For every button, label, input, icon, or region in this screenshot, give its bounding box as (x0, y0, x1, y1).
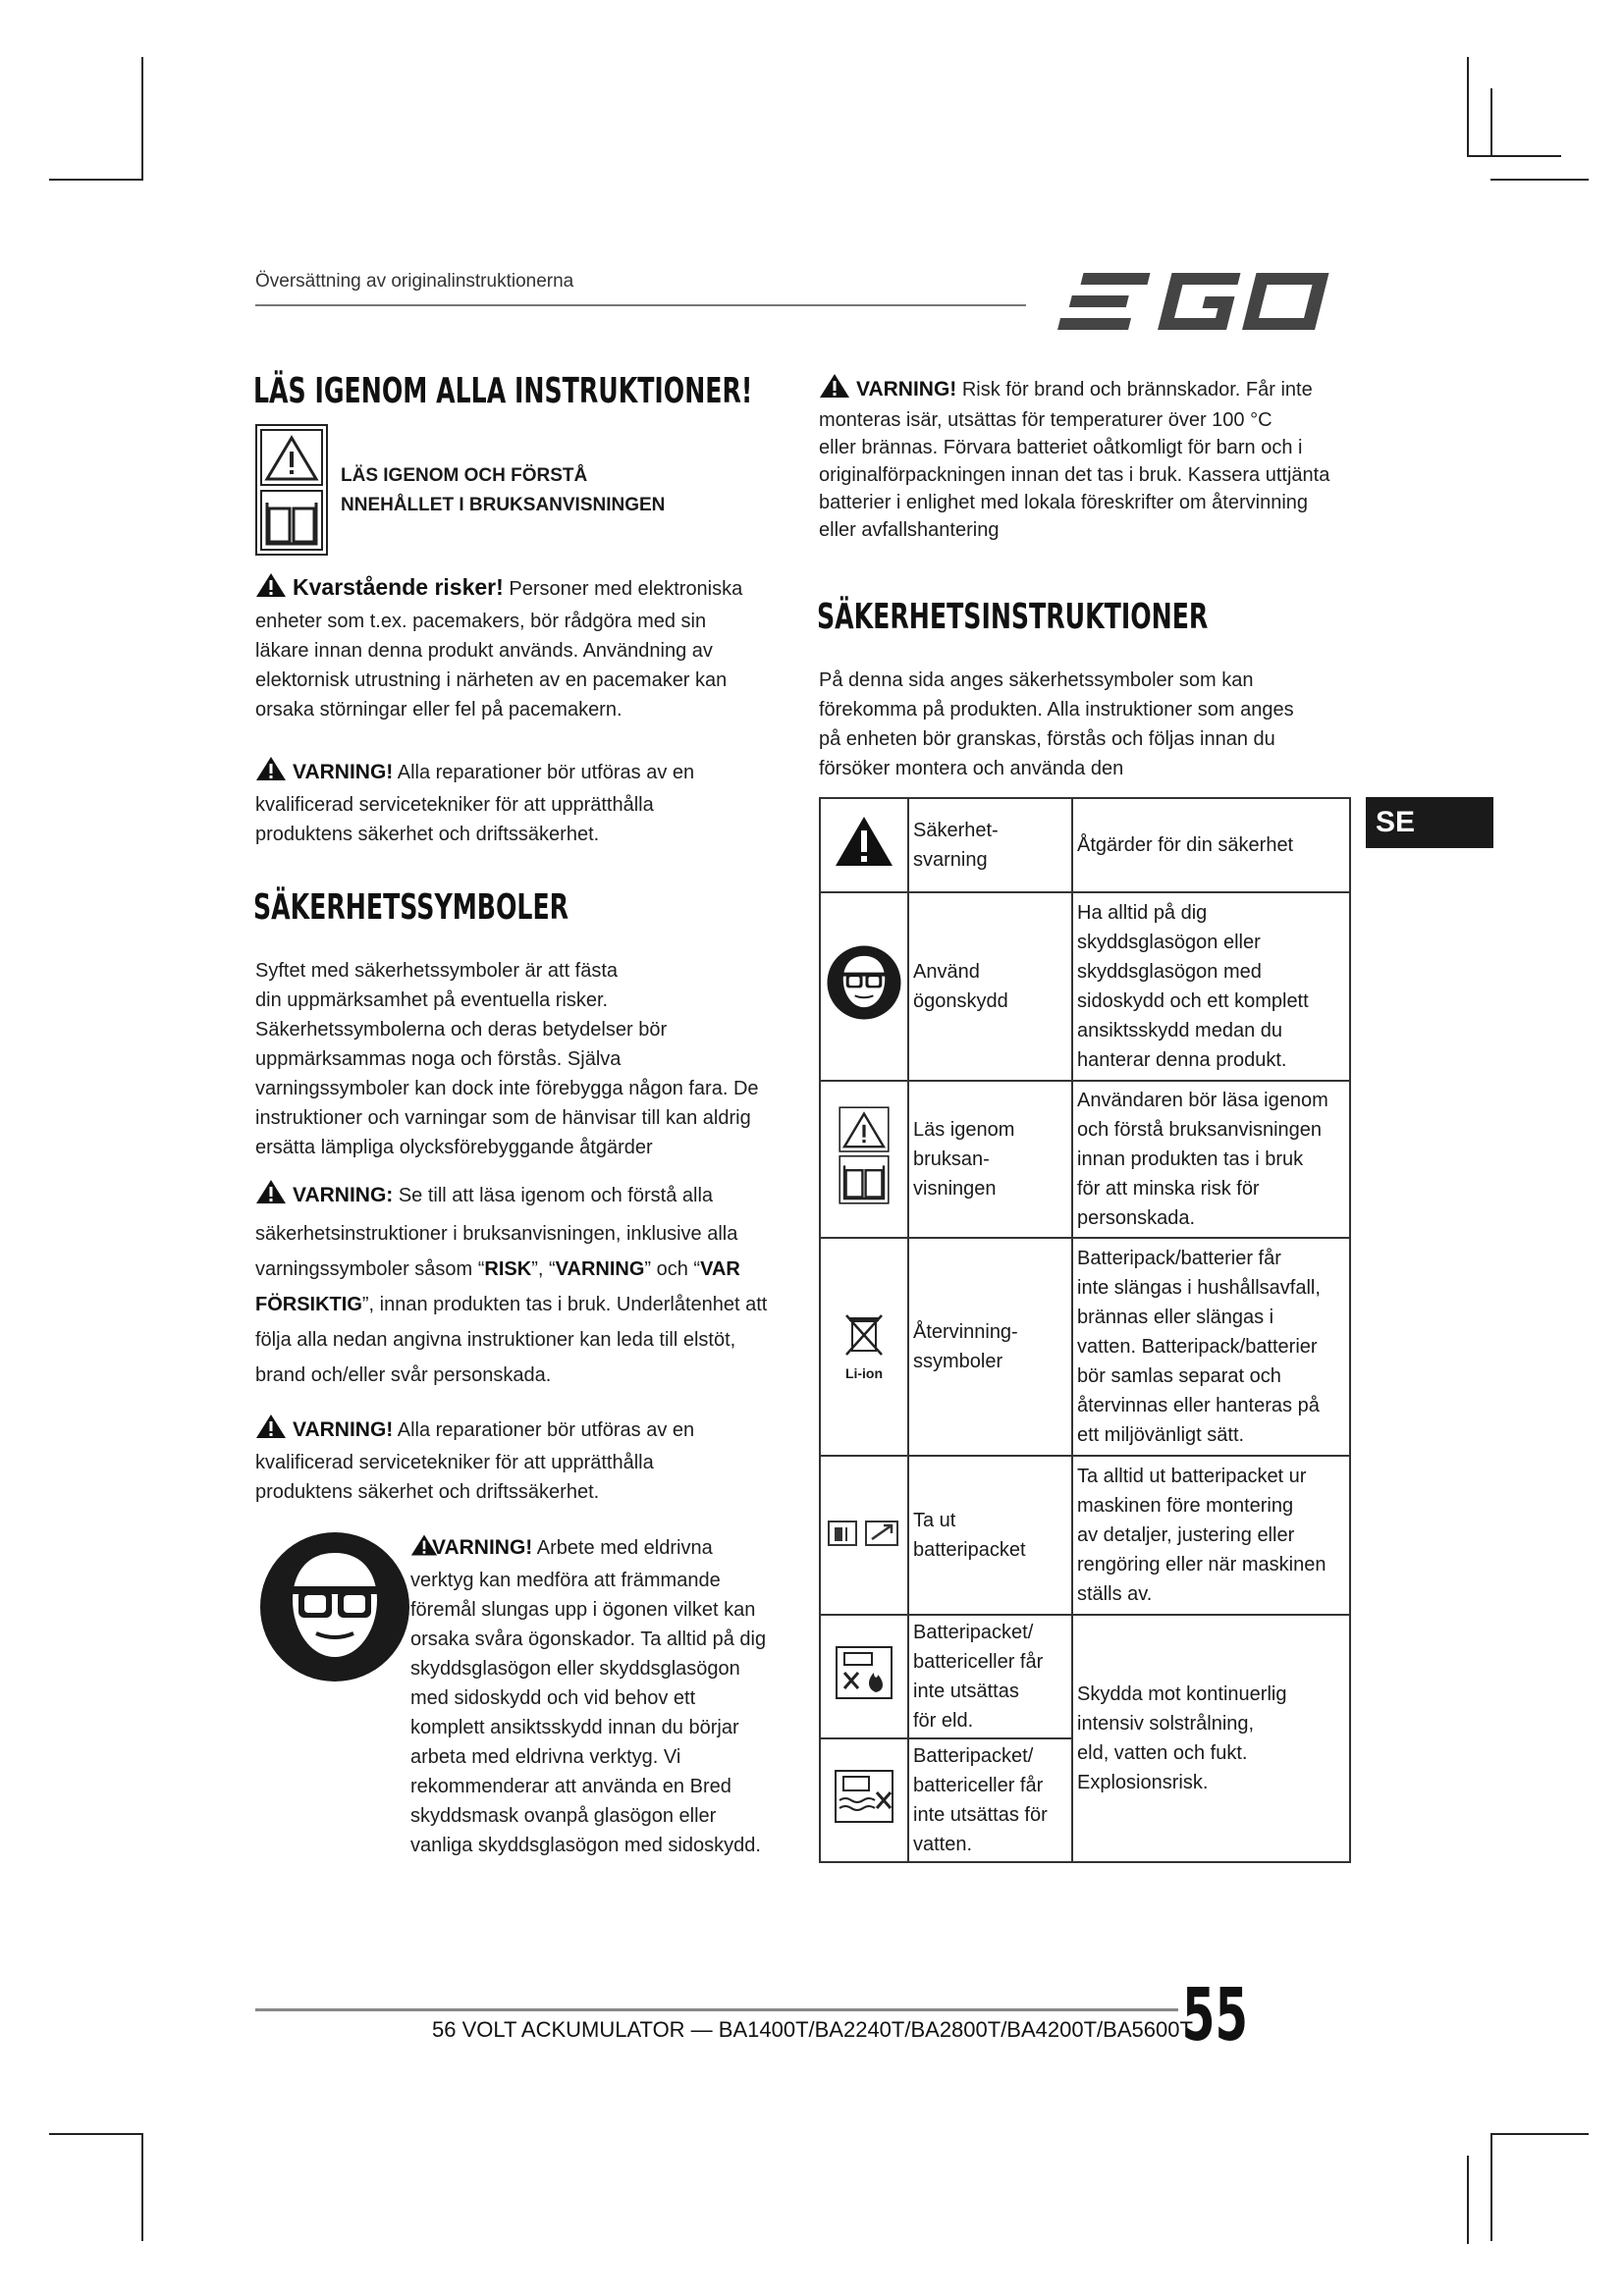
warning-lead: VARNING! (293, 761, 394, 783)
text-line: skyddsglasögon eller skyddsglasögon (410, 1658, 740, 1680)
table-row (820, 1456, 1350, 1615)
text-line: föremål slungas upp i ögonen vilket kan (410, 1599, 756, 1621)
text-line (255, 1287, 790, 1322)
warning-triangle-icon (255, 1414, 287, 1448)
symbol-description: Ta alltid ut batteripacket ur maskinen före montering av detaljer, justering eller rengöring eller när maskinen ställs av. (1072, 1456, 1350, 1615)
warning-triangle-icon (834, 851, 894, 873)
ego-logo (1056, 267, 1350, 341)
symbol-description: Användaren bör läsa igenom och förstå bruksanvisningen innan produkten tas i bruk för att minska risk för personskada. (1072, 1081, 1350, 1238)
table-row (820, 798, 1350, 892)
symbol-description: Skydda mot kontinuerlig intensiv solstrålning, eld, vatten och fukt. Explosionsrisk. (1072, 1615, 1350, 1862)
read-manual-icon (255, 424, 328, 556)
var-word: VAR (700, 1258, 740, 1280)
crop-mark (1490, 88, 1492, 155)
safety-symbols-table (819, 797, 1351, 1863)
text-line: På denna sida anges säkerhetssymboler som kan (819, 669, 1254, 691)
header-subtitle: Översättning av originalinstruktionerna (255, 271, 574, 292)
residual-lead: Kvarstående risker! (293, 574, 504, 600)
symbol-description: Batteripack/batterier får inte slängas i hushållsavfall, brännas eller slängas i vatten. Batteripack/batterier bör samlas separat och återvinnas eller hanteras på ett miljövänligt sätt. (1072, 1238, 1350, 1456)
symbol-name: Säkerhet- svarning (908, 798, 1072, 892)
warning-repairs-paragraph-2 (255, 1414, 766, 1507)
text-line: monteras isär, utsättas för temperaturer över 100 °C (819, 409, 1272, 431)
text-line: förekomma på produkten. Alla instruktioner som anges (819, 699, 1294, 721)
table-row (820, 892, 1350, 1081)
text-line: följa alla nedan angivna instruktioner kan leda till elstöt, (255, 1329, 736, 1351)
crop-mark (1467, 155, 1561, 157)
symbol-name: Batteripacket/ battericeller får inte utsättas för vatten. (908, 1738, 1072, 1862)
text-line: Säkerhetssymbolerna och deras betydelser bör (255, 1019, 668, 1041)
warning-triangle-icon (255, 1179, 287, 1216)
text-line: Alla reparationer bör utföras av en (397, 762, 695, 783)
table-row (820, 1238, 1350, 1456)
text-line: Se till att läsa igenom och förstå alla (398, 1185, 714, 1206)
crop-mark (49, 2133, 143, 2135)
page-number: 55 (1182, 1973, 1248, 2057)
symbol-cell (820, 1238, 908, 1456)
footer-text: 56 VOLT ACKUMULATOR — BA1400T/BA2240T/BA2800T/BA4200T/BA5600T (432, 2017, 1193, 2042)
eye-protection-icon (259, 1531, 410, 1687)
read-manual-line2: NNEHÅLLET I BRUKSANVISNINGEN (341, 495, 666, 515)
crop-mark (1490, 2133, 1492, 2241)
text-line: komplett ansiktsskydd innan du börjar (410, 1717, 739, 1738)
varning-word: VARNING (555, 1258, 645, 1280)
table-row (820, 1615, 1350, 1738)
warning-repairs-paragraph (255, 756, 766, 849)
language-tab-se: SE (1366, 797, 1493, 848)
text-line: säkerhetsinstruktioner i bruksanvisningen, inklusive alla (255, 1223, 738, 1245)
eye-protection-icon (827, 1003, 901, 1025)
text-line: produktens säkerhet och driftssäkerhet. (255, 1481, 600, 1503)
text-line: ersätta lämpliga olycksförebyggande åtgärder (255, 1137, 653, 1158)
text-fragment: ”, innan produkten tas i bruk. Underlåtenhet att (361, 1294, 768, 1315)
warning-triangle-icon (255, 572, 287, 607)
text-line: instruktioner och varningar som de hänvisar till kan aldrig (255, 1107, 751, 1129)
text-line: Alla reparationer bör utföras av en (397, 1419, 695, 1441)
warning-triangle-icon (255, 756, 287, 790)
crop-mark (141, 2133, 143, 2241)
symbol-cell (820, 1456, 908, 1615)
text-line: Risk för brand och brännskador. Får inte (961, 379, 1313, 400)
text-line: kvalificerad servicetekniker för att upprätthålla (255, 794, 654, 816)
text-line: din uppmärksamhet på eventuella risker. (255, 989, 609, 1011)
residual-risks-paragraph (255, 572, 766, 724)
text-line (255, 1252, 790, 1287)
text-line: skyddsmask ovanpå glasögon eller (410, 1805, 717, 1827)
symbol-cell (820, 1738, 908, 1862)
text-line: eller avfallshantering (819, 519, 1000, 541)
text-line: vanliga skyddsglasögon med sidoskydd. (410, 1835, 761, 1856)
text-fragment: ” och “ (644, 1258, 701, 1280)
text-fragment: varningssymboler såsom “ (255, 1258, 485, 1280)
crop-mark (1490, 2133, 1589, 2135)
no-fire-icon (835, 1683, 893, 1705)
text-line: eller brännas. Förvara batteriet oåtkomligt för barn och i (819, 437, 1303, 458)
safety-symbols-paragraph (255, 956, 785, 1162)
text-line: verktyg kan medföra att främmande (410, 1570, 721, 1591)
text-line: arbeta med eldrivna verktyg. Vi (410, 1746, 681, 1768)
text-line: uppmärksammas noga och förstås. Själva (255, 1048, 622, 1070)
text-line: orsaka svåra ögonskador. Ta alltid på dig (410, 1629, 767, 1650)
text-line: orsaka störningar eller fel på pacemakern. (255, 699, 623, 721)
text-line: Arbete med eldrivna (536, 1537, 713, 1559)
crop-mark (141, 57, 143, 180)
symbol-name: Läs igenom bruksan- visningen (908, 1081, 1072, 1238)
symbol-name: Ta ut batteripacket (908, 1456, 1072, 1615)
read-manual-line1: LÄS IGENOM OCH FÖRSTÅ (341, 465, 588, 486)
text-line: läkare innan denna produkt används. Användning av (255, 640, 713, 662)
symbol-name: Använd ögonskydd (908, 892, 1072, 1081)
text-line: försöker montera och använda den (819, 758, 1124, 779)
li-ion-label: Li-ion (844, 1364, 884, 1381)
warning-lead: VARNING: (293, 1184, 394, 1206)
text-fragment: ”, “ (531, 1258, 556, 1280)
warning-lead: VARNING! (293, 1418, 394, 1441)
text-line: produktens säkerhet och driftssäkerhet. (255, 824, 600, 845)
symbol-cell (820, 798, 908, 892)
text-line: Syftet med säkerhetssymboler är att fästa (255, 960, 619, 982)
text-line: med sidoskydd och vid behov ett (410, 1687, 696, 1709)
symbol-name: Batteripacket/ battericeller får inte utsättas för eld. (908, 1615, 1072, 1738)
text-line: enheter som t.ex. pacemakers, bör rådgöra med sin (255, 611, 707, 632)
crossed-bin-icon (844, 1340, 884, 1362)
forsiktig-word: FÖRSIKTIG (255, 1294, 362, 1315)
text-line: på enheten bör granskas, förstås och följas innan du (819, 728, 1275, 750)
crop-mark (1467, 2156, 1469, 2244)
symbol-cell (820, 892, 908, 1081)
symbol-description: Åtgärder för din säkerhet (1072, 798, 1350, 892)
symbol-cell (820, 1081, 908, 1238)
warning-triangle-icon (819, 373, 850, 406)
table-row (820, 1081, 1350, 1238)
symbol-description: Ha alltid på dig skyddsglasögon eller skyddsglasögon med sidoskydd och ett komplett ansiktsskydd medan du hanterar denna produkt. (1072, 892, 1350, 1081)
crop-mark (49, 179, 143, 181)
text-line: rekommenderar att använda en Bred (410, 1776, 731, 1797)
read-manual-icon (837, 1193, 892, 1214)
symbol-name: Återvinning- ssymboler (908, 1238, 1072, 1456)
no-water-icon (834, 1807, 894, 1829)
text-line: batterier i enlighet med lokala föreskrifter om återvinning (819, 492, 1309, 513)
warning-lead: VARNING! (856, 378, 957, 400)
heading-safety-instructions: SÄKERHETSINSTRUKTIONER (817, 597, 1209, 637)
symbol-cell (820, 1615, 908, 1738)
text-line: elektornisk utrustning i närheten av en pacemaker kan (255, 669, 728, 691)
heading-safety-symbols: SÄKERHETSSYMBOLER (253, 887, 569, 928)
warning-fire-paragraph (819, 373, 1359, 544)
text-line: kvalificerad servicetekniker för att upprätthålla (255, 1452, 654, 1473)
footer-rule (255, 2008, 1178, 2011)
warning-lead: VARNING! (432, 1536, 533, 1559)
header-rule (255, 304, 1026, 306)
crop-mark (1467, 57, 1469, 155)
text-line: Personer med elektroniska (509, 578, 743, 600)
heading-read-all: LÄS IGENOM ALLA INSTRUKTIONER! (253, 371, 753, 411)
safety-instructions-intro (819, 666, 1349, 783)
warning-read-all-paragraph (255, 1178, 790, 1393)
text-line: varningssymboler kan dock inte förebygga någon fara. De (255, 1078, 759, 1099)
crop-mark (1490, 179, 1589, 181)
warning-eye-paragraph (410, 1533, 803, 1860)
remove-battery-icon (825, 1534, 903, 1556)
text-line: brand och/eller svår personskada. (255, 1364, 552, 1386)
risk-word: RISK (484, 1258, 532, 1280)
text-line: originalförpackningen innan det tas i bruk. Kassera uttjänta (819, 464, 1330, 486)
